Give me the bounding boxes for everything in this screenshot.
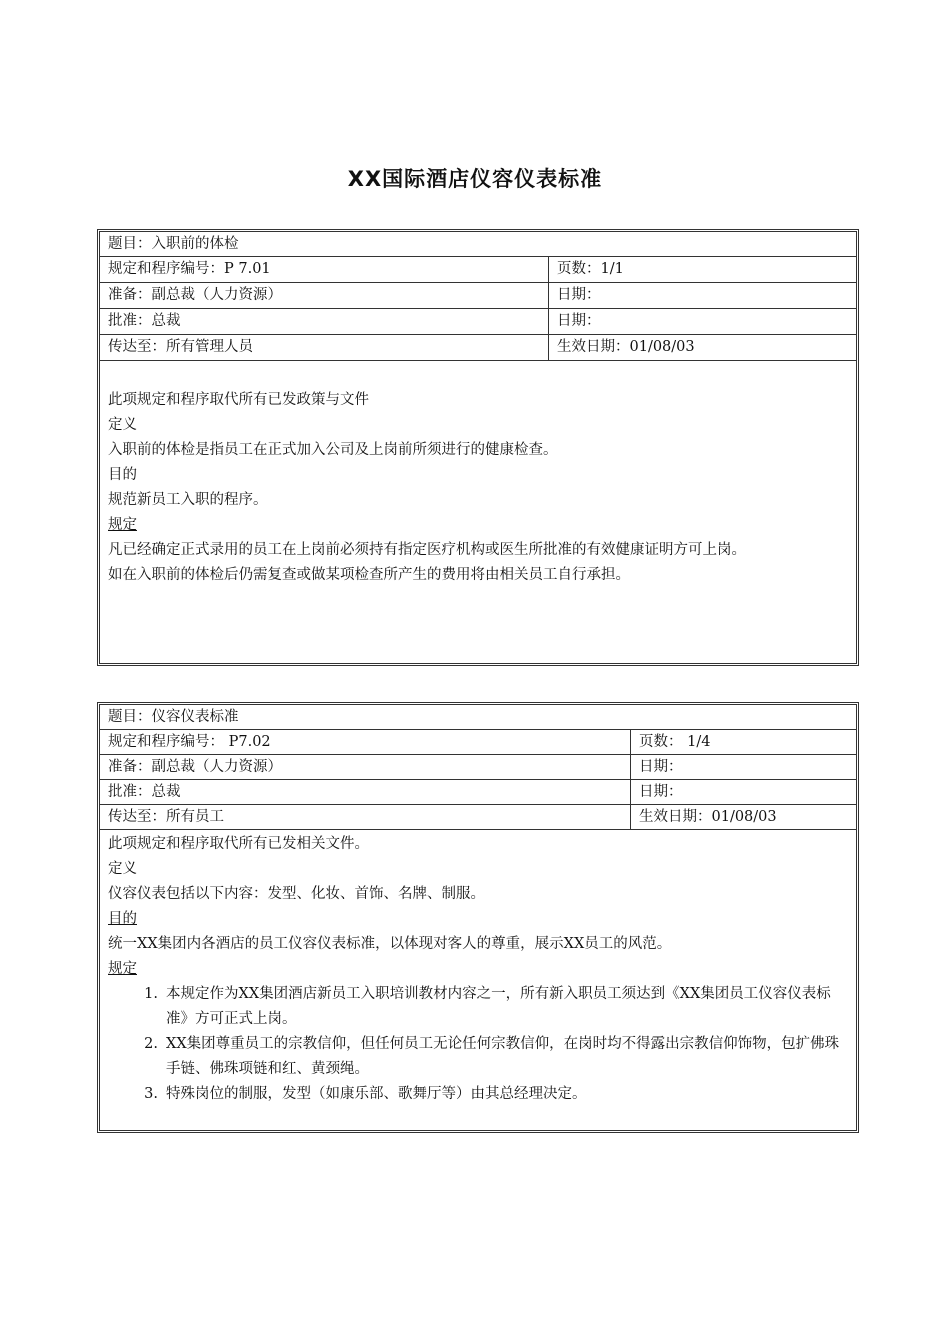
section-heading-definition: 定义 — [108, 861, 137, 877]
page-count: 页数： 1/4 — [639, 734, 711, 750]
approved-date: 日期： — [639, 784, 683, 800]
code-row — [100, 730, 856, 755]
body-line: 此项规定和程序取代所有已发相关文件。 — [108, 836, 369, 852]
approved-date: 日期： — [557, 313, 601, 329]
section-heading-purpose: 目的 — [108, 911, 137, 927]
list-number: 3. — [144, 1086, 158, 1102]
body-line: 统一XX集团内各酒店的员工仪容仪表标准，以体现对客人的尊重，展示XX员工的风范。 — [108, 936, 672, 952]
section-heading-rules: 规定 — [108, 961, 137, 977]
list-item — [108, 1032, 848, 1082]
policy-code: 规定和程序编号：P 7.01 — [100, 257, 549, 282]
distribution-row — [100, 805, 856, 830]
effective-date: 生效日期：01/08/03 — [639, 809, 777, 825]
policy-body — [100, 361, 856, 588]
body-line: 入职前的体检是指员工在正式加入公司及上岗前所须进行的健康检查。 — [108, 442, 558, 458]
list-text: 本规定作为XX集团酒店新员工入职培训教材内容之一，所有新入职员工须达到《XX集团员工仪容仪表标准》方可正式上岗。 — [166, 986, 831, 1027]
section-heading-rules: 规定 — [108, 517, 137, 533]
policy-table-medical-exam — [97, 229, 859, 666]
approved-row — [100, 309, 856, 335]
subject: 题目：仪容仪表标准 — [108, 709, 239, 725]
section-heading-purpose: 目的 — [108, 467, 137, 483]
prepared-row — [100, 283, 856, 309]
list-text: 特殊岗位的制服，发型（如康乐部、歌舞厅等）由其总经理决定。 — [166, 1086, 587, 1102]
list-item — [108, 1082, 848, 1107]
body-line: 此项规定和程序取代所有已发政策与文件 — [108, 392, 369, 408]
section-heading-definition: 定义 — [108, 417, 137, 433]
approved-by: 批准：总裁 — [100, 780, 631, 804]
subject: 题目：入职前的体检 — [108, 236, 239, 252]
effective-date: 生效日期：01/08/03 — [557, 339, 695, 355]
subject-row — [100, 232, 856, 257]
prepared-by: 准备：副总裁（人力资源） — [100, 755, 631, 779]
approved-row — [100, 780, 856, 805]
policy-table-grooming — [97, 702, 859, 1133]
list-number: 1. — [144, 986, 158, 1002]
body-line: 规范新员工入职的程序。 — [108, 492, 268, 508]
code-row — [100, 257, 856, 283]
page-count: 页数：1/1 — [557, 261, 624, 277]
prepared-date: 日期： — [639, 759, 683, 775]
body-line: 仪容仪表包括以下内容：发型、化妆、首饰、名牌、制服。 — [108, 886, 485, 902]
list-item — [108, 982, 848, 1032]
body-line: 如在入职前的体检后仍需复查或做某项检查所产生的费用将由相关员工自行承担。 — [108, 567, 630, 583]
prepared-row — [100, 755, 856, 780]
prepared-by: 准备：副总裁（人力资源） — [100, 283, 549, 308]
approved-by: 批准：总裁 — [100, 309, 549, 334]
policy-code: 规定和程序编号： P7.02 — [100, 730, 631, 754]
policy-body — [100, 830, 856, 1107]
body-line: 凡已经确定正式录用的员工在上岗前必须持有指定医疗机构或医生所批准的有效健康证明方可上岗。 — [108, 542, 746, 558]
subject-row — [100, 705, 856, 730]
page-title: XX国际酒店仪容仪表标准 — [347, 167, 603, 191]
list-number: 2. — [144, 1036, 158, 1052]
distribution: 传达至：所有员工 — [100, 805, 631, 829]
distribution: 传达至：所有管理人员 — [100, 335, 549, 360]
list-text: XX集团尊重员工的宗教信仰，但任何员工无论任何宗教信仰，在岗时均不得露出宗教信仰饰物，包扩佛珠手链、佛珠项链和红、黄颈绳。 — [166, 1036, 840, 1077]
prepared-date: 日期： — [557, 287, 601, 303]
distribution-row — [100, 335, 856, 361]
